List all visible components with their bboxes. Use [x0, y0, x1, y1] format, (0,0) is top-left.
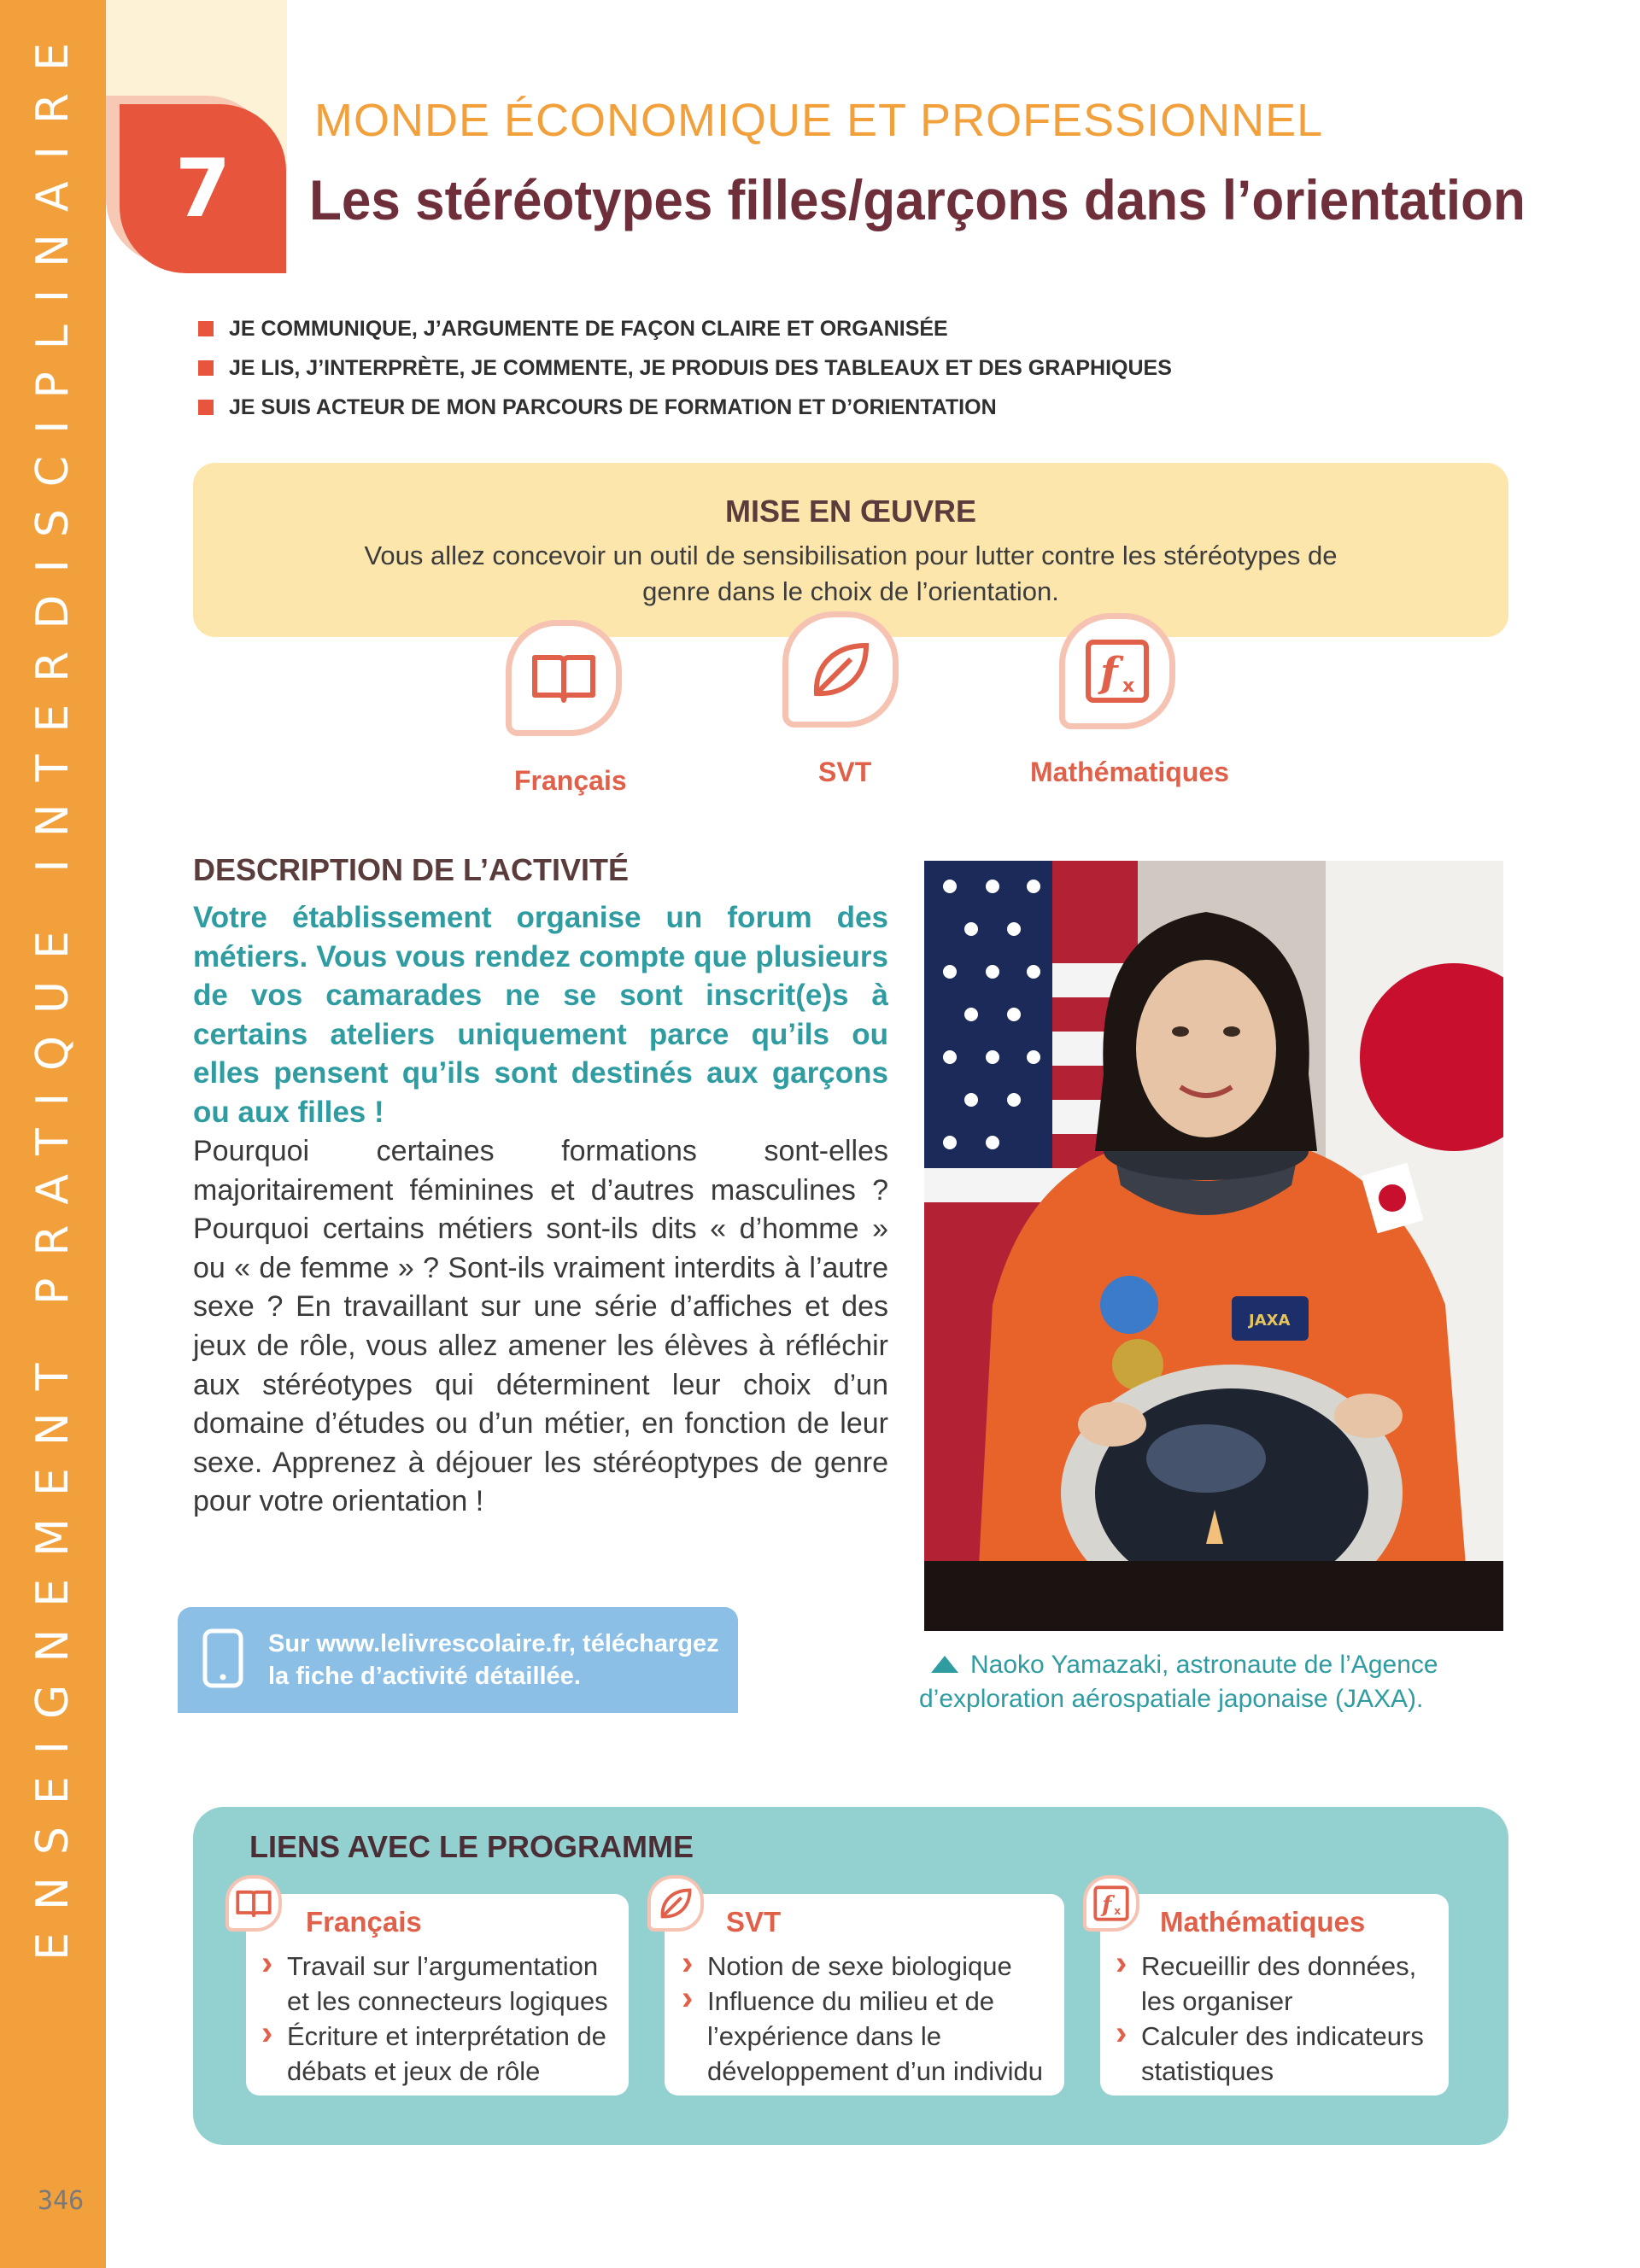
astronaut-photo: [924, 861, 1503, 1631]
bullet-square-icon: [198, 360, 214, 376]
triangle-up-icon: [931, 1656, 958, 1673]
chapter-badge: 7: [120, 104, 286, 273]
list-item: › Influence du milieu et de l’expérience dans le développement d’un individu: [682, 1984, 1057, 2089]
download-box[interactable]: [178, 1607, 738, 1713]
bullet-square-icon: [198, 400, 214, 415]
subject-label-svt: SVT: [818, 757, 872, 787]
leaf-icon: [647, 1875, 704, 1932]
liens-programme-title: LIENS AVEC LE PROGRAMME: [249, 1829, 694, 1864]
svg-text:x: x: [1122, 675, 1135, 697]
liens-card-items: [682, 1949, 1057, 2089]
competence-item: JE SUIS ACTEUR DE MON PARCOURS DE FORMATION ET D’ORIENTATION: [198, 388, 1172, 427]
subject-label-francais: Français: [514, 765, 627, 796]
description-lead: Votre établissement organise un forum des métiers. Vous vous rendez compte que plusieurs de vos camarades ne se sont inscrit(e)s à certains ateliers uniquement parce qu’ils ou elles pensent qu’ils sont destinés aux garçons ou aux filles !: [193, 901, 888, 1129]
bullet-square-icon: [198, 321, 214, 336]
sidebar-vertical-title: ENSEIGNEMENT PRATIQUE INTERDISCIPLINAIRE: [27, 20, 79, 1961]
svg-text:x: x: [1114, 1905, 1122, 1918]
page-number: 346: [38, 2186, 85, 2216]
subject-label-maths: Mathématiques: [1030, 757, 1229, 787]
book-icon: [506, 620, 622, 736]
function-icon: [1083, 1875, 1139, 1932]
tablet-icon: [202, 1628, 244, 1689]
chapter-kicker: MONDE ÉCONOMIQUE ET PROFESSIONNEL: [314, 95, 1324, 146]
mise-en-oeuvre-title: MISE EN ŒUVRE: [724, 494, 977, 529]
jaxa-patch-text: JAXA: [1249, 1312, 1291, 1330]
book-icon: [226, 1875, 282, 1932]
download-link-text[interactable]: Sur www.lelivrescolaire.fr, téléchargez la fiche d’activité détaillée.: [268, 1630, 719, 1690]
liens-card-items: [261, 1949, 620, 2089]
photo-caption: Naoko Yamazaki, astronaute de l’Agence d’exploration aérospatiale japonaise (JAXA).: [919, 1651, 1438, 1713]
function-icon: [1059, 613, 1175, 729]
svg-text:f: f: [1102, 1891, 1112, 1918]
liens-card-title: SVT: [726, 1906, 782, 1938]
competence-item: JE LIS, J’INTERPRÈTE, JE COMMENTE, JE PRODUIS DES TABLEAUX ET DES GRAPHIQUES: [198, 348, 1172, 388]
leaf-icon: [782, 611, 899, 728]
competences-list: [198, 309, 1172, 427]
page-title: Les stéréotypes filles/garçons dans l’orientation: [309, 168, 1526, 231]
list-item: › Écriture et interprétation de débats et jeux de rôle: [261, 2019, 620, 2089]
mise-en-oeuvre-text: Vous allez concevoir un outil de sensibilisation pour lutter contre les stéréotypes de genre dans le choix de l’orientation.: [364, 541, 1338, 606]
list-item: › Calculer des indicateurs statistiques: [1116, 2019, 1440, 2089]
liens-card-items: [1116, 1949, 1440, 2089]
description-body: Pourquoi certaines formations sont-elles majoritairement féminines et d’autres masculines ? Pourquoi certains métiers sont-ils dits « d’homme » ou « de femme » ? Sont-ils vraiment interdits à l’autre sexe ? En travaillant sur une série d’affiches et des jeux de rôle, vous allez amener les élèves à réfléchir aux stéréotypes qui déterminent leur choix d’un domaine d’études ou d’un métier, en fonction de leur sexe. Apprenez à déjouer les stéréoptypes de genre pour votre orientation !: [193, 1135, 888, 1518]
list-item: › Travail sur l’argumentation et les connecteurs logiques: [261, 1949, 620, 2019]
liens-card-title: Français: [306, 1906, 422, 1938]
liens-card-title: Mathématiques: [1160, 1906, 1366, 1938]
competence-item: JE COMMUNIQUE, J’ARGUMENTE DE FAÇON CLAIRE ET ORGANISÉE: [198, 309, 1172, 348]
list-item: › Recueillir des données, les organiser: [1116, 1949, 1440, 2019]
list-item: › Notion de sexe biologique: [682, 1949, 1057, 1984]
svg-text:f: f: [1100, 649, 1118, 697]
description-title: DESCRIPTION DE L’ACTIVITÉ: [193, 852, 630, 887]
